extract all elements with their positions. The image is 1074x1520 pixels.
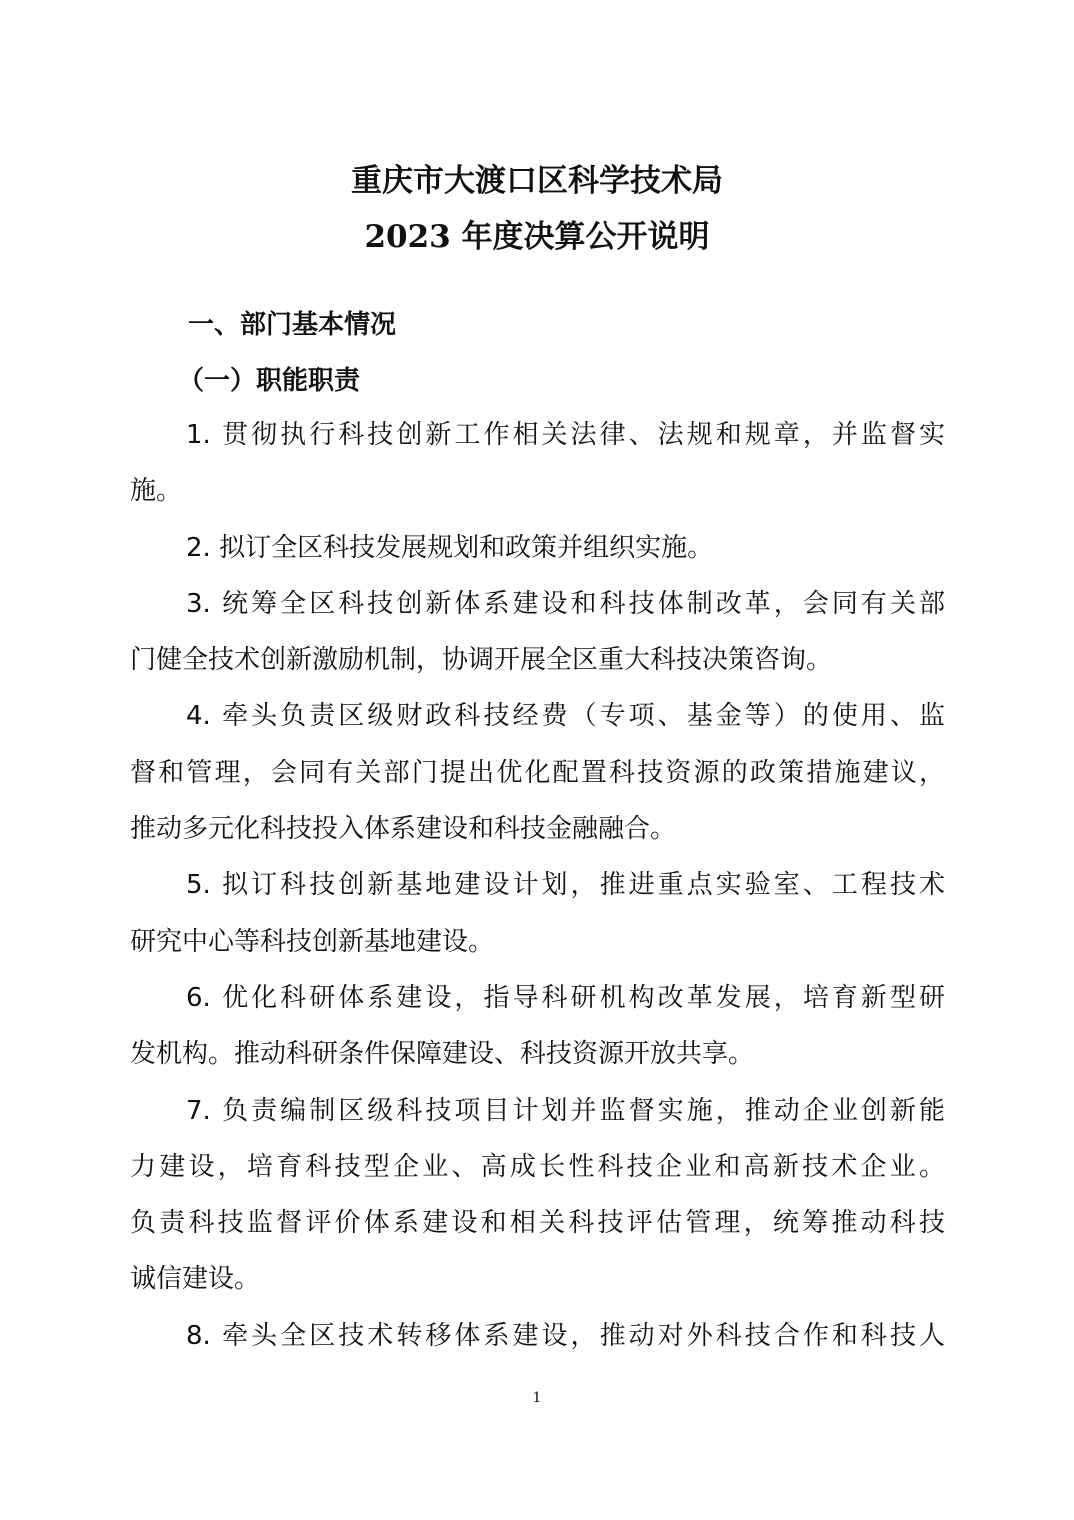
paragraph-item-8	[130, 1308, 945, 1364]
paragraph-line: 发机构。推动科研条件保障建设、科技资源开放共享。	[130, 1039, 755, 1070]
subsection-heading: （一）职能职责	[178, 366, 361, 396]
paragraph-item-5	[130, 857, 945, 970]
section-heading: 一、部门基本情况	[188, 310, 397, 340]
paragraph-line: 1. 贯彻执行科技创新工作相关法律、法规和规章，并监督实	[186, 420, 945, 450]
paragraph-item-7	[130, 1083, 945, 1308]
document-title-line-2: 2023 年度决算公开说明	[364, 219, 710, 255]
document-title-line-1: 重庆市大渡口区科学技术局	[351, 163, 723, 199]
paragraph-line: 诚信建设。	[130, 1264, 261, 1295]
paragraph-line: 6. 优化科研体系建设，指导科研机构改革发展，培育新型研	[186, 982, 945, 1013]
page-number: 1	[532, 1390, 542, 1406]
paragraph-line: 7. 负责编制区级科技项目计划并监督实施，推动企业创新能	[186, 1095, 945, 1126]
paragraph-item-1	[130, 407, 945, 520]
document-body	[130, 407, 945, 1364]
paragraph-line: 2. 拟订全区科技发展规划和政策并组织实施。	[186, 532, 714, 563]
paragraph-item-3	[130, 576, 945, 689]
paragraph-line: 4. 牵头负责区级财政科技经费（专项、基金等）的使用、监	[186, 701, 945, 732]
paragraph-line: 推动多元化科技投入体系建设和科技金融融合。	[130, 814, 677, 845]
paragraph-line: 督和管理，会同有关部门提出优化配置科技资源的政策措施建议，	[130, 757, 945, 788]
paragraph-item-2	[130, 520, 945, 576]
paragraph-line: 3. 统筹全区科技创新体系建设和科技体制改革，会同有关部	[186, 588, 945, 619]
paragraph-line: 施。	[130, 476, 183, 507]
paragraph-line: 研究中心等科技创新基地建设。	[130, 926, 495, 957]
paragraph-line: 力建设，培育科技型企业、高成长性科技企业和高新技术企业。	[130, 1151, 945, 1182]
paragraph-item-6	[130, 970, 945, 1083]
paragraph-line: 门健全技术创新激励机制，协调开展全区重大科技决策咨询。	[130, 645, 833, 676]
paragraph-line: 8. 牵头全区技术转移体系建设，推动对外科技合作和科技人	[186, 1320, 945, 1351]
paragraph-line: 负责科技监督评价体系建设和相关科技评估管理，统筹推动科技	[130, 1208, 945, 1239]
paragraph-item-4	[130, 688, 945, 857]
paragraph-line: 5. 拟订科技创新基地建设计划，推进重点实验室、工程技术	[186, 870, 945, 901]
